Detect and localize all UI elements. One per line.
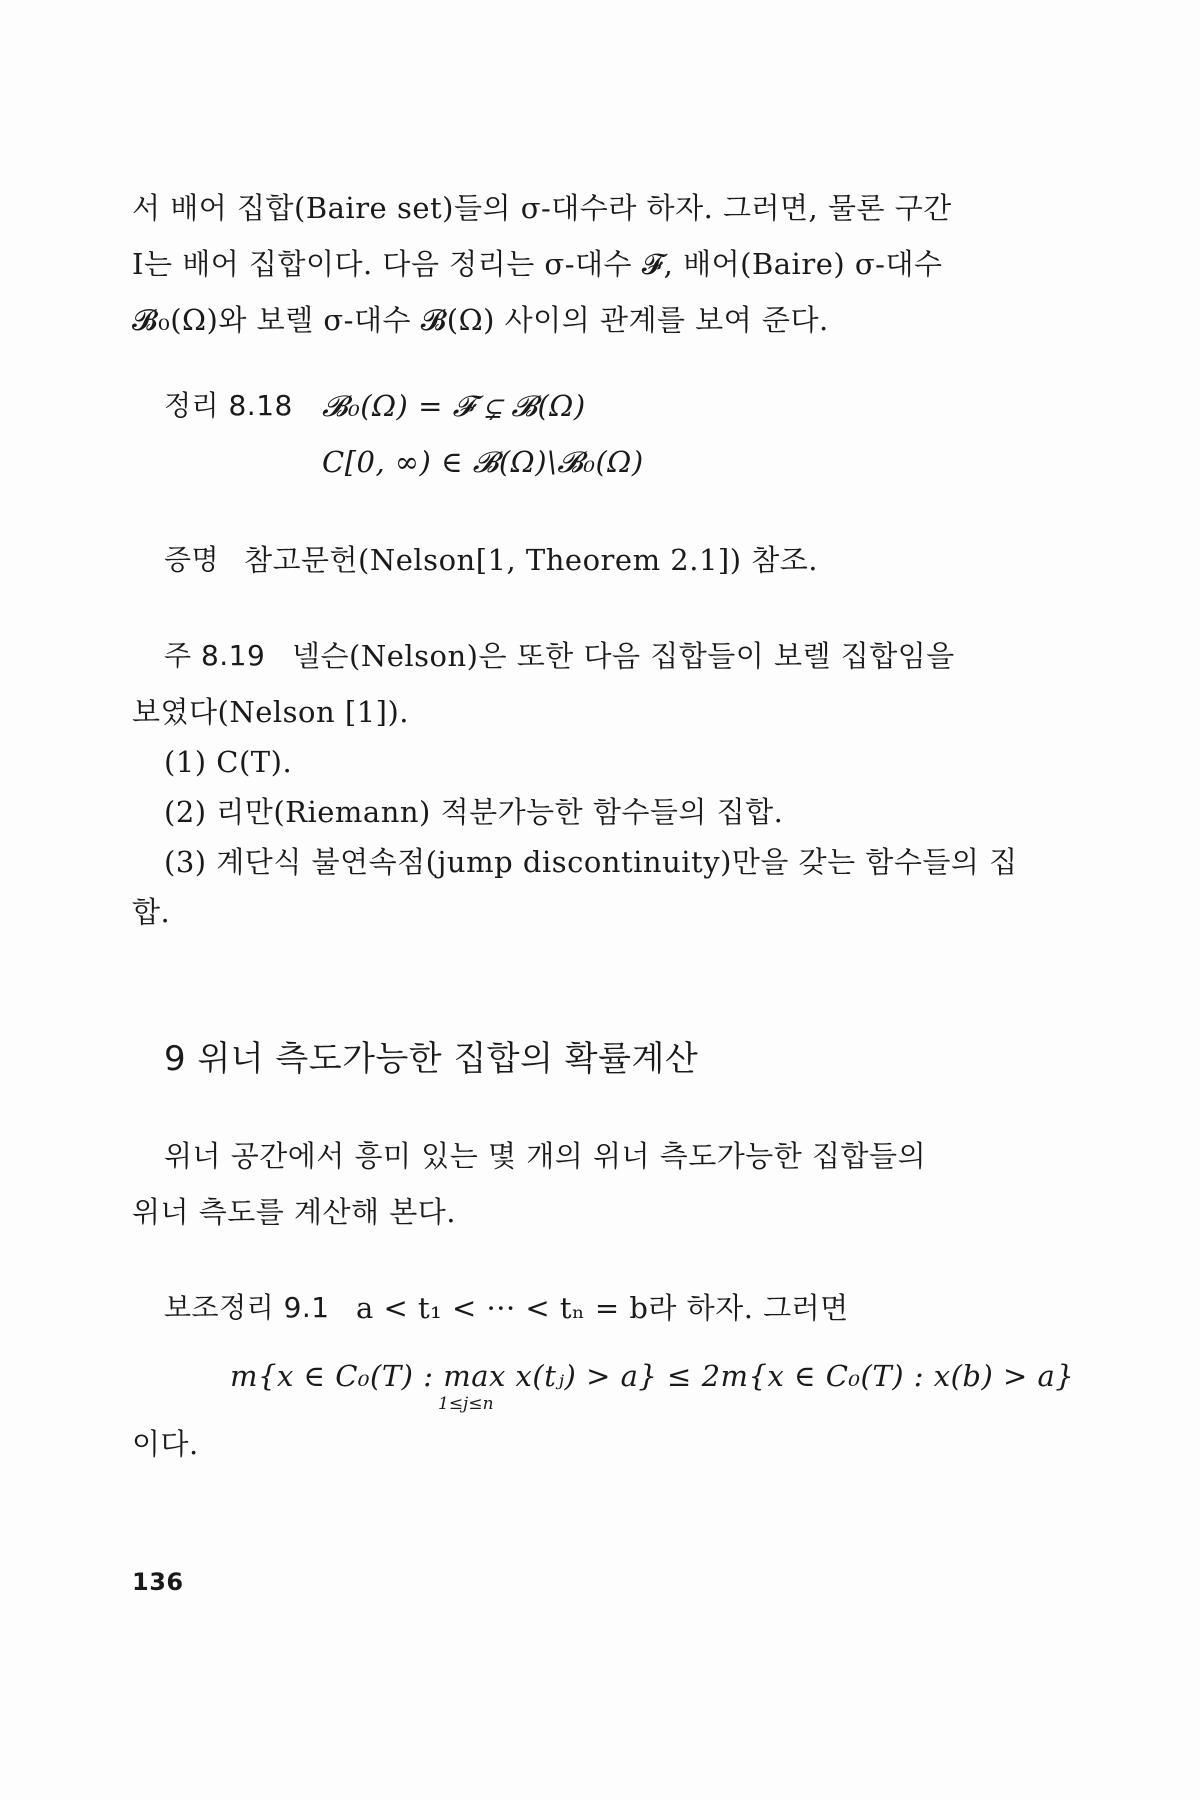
lemma-label: 보조정리 9.1 [164, 1291, 330, 1324]
section-para-line2: 위너 측도를 계산해 본다. [132, 1195, 457, 1229]
para1-line3: 𝓑₀(Ω)와 보렐 σ-대수 𝓑(Ω) 사이의 관계를 보여 준다. [132, 303, 829, 337]
page-number: 136 [132, 1568, 184, 1596]
proof-label: 증명 [164, 543, 220, 576]
remark-item-3: (3) 계단식 불연속점(jump discontinuity)만을 갖는 함수들의 집 [164, 845, 1018, 879]
theorem-formula-2: C[0, ∞) ∈ 𝓑(Ω)\𝓑₀(Ω) [322, 445, 644, 479]
theorem-label: 정리 8.18 [164, 389, 293, 422]
remark-item-2: (2) 리만(Riemann) 적분가능한 함수들의 집합. [164, 795, 784, 829]
remark-label: 주 8.19 [164, 639, 266, 672]
remark-item-3-cont: 합. [132, 895, 171, 929]
remark-line1: 넬슨(Nelson)은 또한 다음 집합들이 보렐 집합임을 [292, 639, 955, 673]
para1-line2: I는 배어 집합이다. 다음 정리는 σ-대수 𝓕, 배어(Baire) σ-대수 [132, 247, 943, 281]
section-heading: 9 위너 측도가능한 집합의 확률계산 [164, 1039, 699, 1079]
remark-item-1: (1) C(T). [164, 745, 293, 779]
lemma-closing: 이다. [132, 1427, 199, 1461]
proof-text: 참고문헌(Nelson[1, Theorem 2.1]) 참조. [244, 543, 818, 577]
lemma-statement: a < t₁ < ··· < tₙ = b라 하자. 그러면 [356, 1291, 849, 1325]
section-para-line1: 위너 공간에서 흥미 있는 몇 개의 위너 측도가능한 집합들의 [164, 1139, 927, 1173]
para1-line1: 서 배어 집합(Baire set)들의 σ-대수라 하자. 그러면, 물론 구간 [132, 191, 952, 225]
lemma-formula-subscript: 1≤j≤n [438, 1394, 494, 1414]
theorem-formula-1: 𝓑₀(Ω) = 𝓕 ⊊ 𝓑(Ω) [322, 389, 586, 423]
remark-line2: 보였다(Nelson [1]). [132, 695, 410, 729]
lemma-formula: m{x ∈ C₀(T) : max x(tⱼ) > a} ≤ 2m{x ∈ C₀(T) : x(b) > a} [230, 1359, 1075, 1393]
